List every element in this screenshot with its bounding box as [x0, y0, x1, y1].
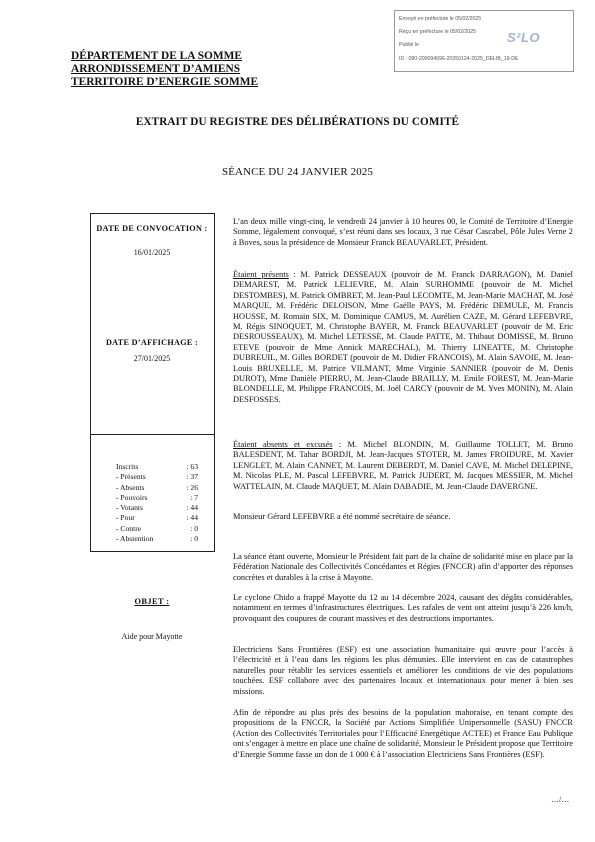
- secretary-line: Monsieur Gérard LEFEBVRE a été nommé secrétaire de séance.: [233, 512, 451, 521]
- session-date: SÉANCE DU 24 JANVIER 2025: [222, 166, 373, 178]
- presents-label: Étaient présents: [233, 270, 289, 279]
- stat-row: Inscrits : 63: [116, 462, 198, 471]
- affichage-date: 27/01/2025: [133, 354, 171, 363]
- para-esf: Electriciens Sans Frontières (ESF) est une association humanitaire qui œuvre pour l’accès à l’électricité et à l’eau dans les régions les plus démunies. Elle intervient en cas de catastrophes naturelles pour rétablir les services essentiels et améliorer les conditions de vie des populations touchées. ESF collabore avec des partenaires locaux et internationaux pour mener à bien ses missions.: [233, 645, 573, 696]
- objet-label: OBJET :: [134, 597, 170, 606]
- document-title: EXTRAIT DU REGISTRE DES DÉLIBÉRATIONS DU COMITÉ: [135, 116, 460, 128]
- stat-row: - Présents : 37: [116, 472, 198, 482]
- stat-row: - Votants : 44: [116, 503, 198, 513]
- stat-row: - Pour : 44: [116, 513, 198, 523]
- convocation-label: DATE DE CONVOCATION :: [96, 224, 208, 233]
- header-arrondissement: ARRONDISSEMENT D’AMIENS: [71, 63, 241, 75]
- stamp-id: ID : 080-200094696-20250124-2025_DELIB_19-DE: [399, 56, 519, 62]
- header-department: DÉPARTEMENT DE LA SOMME: [71, 50, 243, 62]
- para-cyclone: Le cyclone Chido a frappé Mayotte du 12 au 14 décembre 2024, causant des dégâts considérables, notamment en termes d’infrastructures électriques. Les rafales de vent ont atteint jusqu’à 226 km/h, provoquant des coupures de courant massives et des destructions importantes.: [233, 593, 573, 623]
- stat-row: - Pouvoirs : 7: [116, 492, 198, 502]
- prefecture-stamp: [394, 10, 574, 72]
- stat-row: - Absents : 26: [116, 482, 198, 492]
- convocation-date: 16/01/2025: [133, 248, 171, 257]
- stat-row: - Abstention : 0: [116, 534, 198, 544]
- absents-paragraph: [233, 440, 573, 492]
- stamp-sent: Envoyé en préfecture le 05/02/2025: [399, 16, 482, 22]
- dates-box: [90, 213, 215, 435]
- delegates-stats: [116, 462, 212, 544]
- absents-label: Étaient absents et excusés: [233, 440, 333, 449]
- s2lo-logo: S²LO: [507, 30, 541, 45]
- presents-paragraph: [233, 270, 573, 405]
- para-don: Afin de répondre au plus près des besoins de la population mahoraise, en tenant compte des propositions de la FNCCR, la Société par Actions Simplifiée Unipersonnelle (SASU) FNCCR (Action des Collectivités Territoriales pour l’Efficacité Energétique ACTEE) et France Eau Publique ont s’engager à mettre en place une chaîne de solidarité, Monsieur le Président propose que Territoire d’Energie Somme fasse un don de 1 000 € à l’association Electriciens Sans Frontières (ESF).: [233, 708, 573, 759]
- absents-text: : M. Michel BLONDIN, M. Guillaume TOLLET, M. Bruno BALESDENT, M. Tahar BORDJI, M. Jean-Jacques STOTER, M. James FROIDURE, M. Xavier LENGLET, M. Alain CANNET, M. Laurent DEBERDT, M. Daniel CAVE, M. Michel DELEPINE, M. Nicolas PLE, M. Pascal LEFEBVRE, M. Patrick JUDERT, M. Jacques MESSIER, M. Michel WATTELAIN, M. Claude MAQUET, M. Alain DABADIE, M. Jean-Claude DAVERGNE.: [233, 440, 573, 491]
- objet-value: Aide pour Mayotte: [121, 632, 183, 641]
- continuation-mark: …/…: [551, 795, 570, 804]
- department-header: [71, 50, 258, 89]
- header-territory: TERRITOIRE D’ENERGIE SOMME: [71, 76, 259, 88]
- intro-paragraph: L’an deux mille vingt-cinq, le vendredi 24 janvier à 10 heures 00, le Comité de Territoire d’Energie Somme, légalement convoqué, s’est réuni dans ses locaux, 3 rue César Cascabel, Pôle Jules Verne 2 à Boves, sous la présidence de Monsieur Franck BEAUVARLET, Président.: [233, 217, 573, 247]
- stat-row: - Contre : 0: [116, 523, 198, 533]
- para-fnccr: La séance étant ouverte, Monsieur le Président fait part de la chaîne de solidarité mise en place par la Fédération Nationale des Collectivités Concédantes et Régies (FNCCR) afin d’apporter des réponses concrètes et durables à la crise à Mayotte.: [233, 552, 573, 582]
- presents-text: : M. Patrick DESSEAUX (pouvoir de M. Franck DARRAGON), M. Daniel DEMAREST, M. Patrick LELIEVRE, M. Alain SURHOMME (pouvoir de M. Michel DESTOMBES), M. Patrick OMBRET, M. Jean-Paul LECOMTE, M. Jean-Marie MACHAT, M. José MARQUE, M. Frédéric DELOISON, Mme Gaëlle PAYS, M. Frédéric DEMULE, M. Francis HOUSSE, M. Romain SIX, M. Dominique CAMUS, M. Aurélien CAZE, M. Gérard LEFEBVRE, M. Régis SINOQUET, M. Christophe BAYER, M. Franck BEAUVARLET (pouvoir de M. Eric DESROUSSEAUX), M. Michel LETESSE, M. Claude PATTE, M. Thibaut DOMISSE, M. Bruno ETEVE (pouvoir de Mme Annick MARECHAL), M. Thierry LINEATTE, M. Christophe DUBREUIL, M. Gilles BORDET (pouvoir de M. Didier FRANCOIS), M. Alain SAVOIE, M. Jean-Louis BRUXELLE, M. Patrice VILMANT, Mme Virginie SANNIER (pouvoir de M. Denis DUROT), Mme Danièle PIERRU, M. Jean-Claude BRAILLY, M. Emile FOREST, M. Jean-Marie BLONDELLE, M. Philippe FRANCOIS, M. Joël CARCY (pouvoir de M. Yves MONIN), M. Alain DESFOSSES.: [233, 270, 573, 404]
- stamp-published: Publié le: [399, 42, 419, 48]
- affichage-label: DATE D’AFFICHAGE :: [105, 338, 199, 347]
- stamp-received: Reçu en préfecture le 05/02/2025: [399, 29, 477, 35]
